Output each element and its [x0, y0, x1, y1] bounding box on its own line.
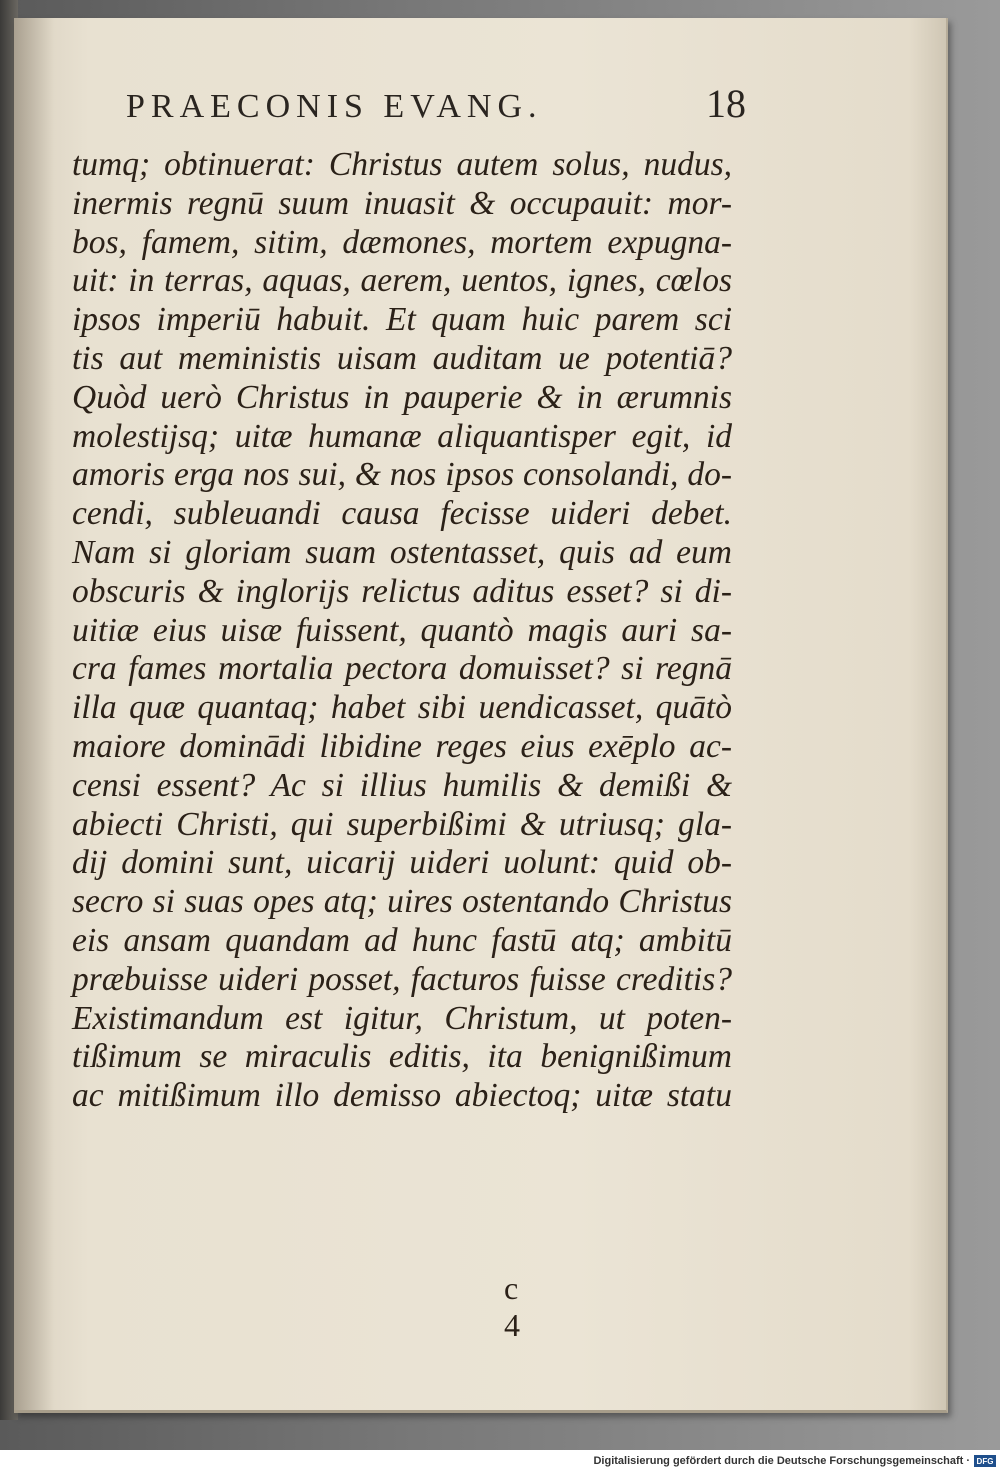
- text-line: tis aut meministis uisam auditam ue potentiā?: [72, 339, 732, 377]
- text-line: Nam si gloriam suam ostentasset, quis ad eum: [72, 533, 732, 571]
- text-line: cendi, subleuandi causa fecisse uideri debet.: [72, 495, 732, 533]
- signature-mark: c 4: [504, 1270, 560, 1343]
- text-line: inermis regnū suum inuasit & occupauit: mor-: [72, 184, 732, 222]
- text-line: ipsos imperiū habuit. Et quam huic parem sci: [72, 301, 732, 339]
- page-number: 18: [706, 81, 746, 126]
- text-line: dij domini sunt, uicarij uideri uolunt: quid ob-: [72, 844, 732, 882]
- text-line: præbuisse uideri posset, facturos fuisse creditis?: [72, 960, 732, 998]
- text-line: illa quæ quantaq; habet sibi uendicasset, quātò: [72, 689, 732, 727]
- text-line: maiore dominādi libidine reges eius exēplo ac-: [72, 727, 732, 765]
- digitization-footer: [0, 1450, 1000, 1472]
- text-line: molestijsq; uitæ humanæ aliquantisper egit, id: [72, 417, 732, 455]
- text-line: censi essent? Ac si illius humilis & demißi &: [72, 766, 732, 804]
- body-text: [72, 146, 732, 1116]
- text-line: eis ansam quandam ad hunc fastū atq; ambitū: [72, 921, 732, 959]
- text-line: secro si suas opes atq; uires ostentando Christus: [72, 883, 732, 921]
- text-line: abiecti Christi, qui superbißimi & utriusq; gla-: [72, 805, 732, 843]
- text-line: obscuris & inglorijs relictus aditus esset? si di-: [72, 572, 732, 610]
- book-page: [14, 18, 948, 1413]
- text-line: bos, famem, sitim, dæmones, mortem expugna-: [72, 223, 732, 261]
- funding-credit: Digitalisierung gefördert durch die Deutsche Forschungsgemeinschaft ·: [593, 1455, 970, 1467]
- text-line: amoris erga nos sui, & nos ipsos consolandi, do-: [72, 456, 732, 494]
- text-line: uitiæ eius uisæ fuissent, quantò magis auri sa-: [72, 611, 732, 649]
- text-line: tißimum se miraculis editis, ita benignißimum: [72, 1038, 732, 1076]
- text-line: ac mitißimum illo demisso abiectoq; uitæ statu: [72, 1077, 732, 1115]
- text-line: tumq; obtinuerat: Christus autem solus, nudus,: [72, 146, 732, 183]
- text-line: cra fames mortalia pectora domuisset? si regnā: [72, 650, 732, 688]
- text-line: Existimandum est igitur, Christum, ut poten-: [72, 999, 732, 1037]
- page-header: [126, 80, 746, 130]
- text-line: Quòd uerò Christus in pauperie & in ærumnis: [72, 378, 732, 416]
- text-line: uit: in terras, aquas, aerem, uentos, ignes, cœlos: [72, 262, 732, 300]
- running-title: PRAECONIS EVANG.: [126, 88, 543, 125]
- dfg-logo-icon: DFG: [974, 1455, 996, 1467]
